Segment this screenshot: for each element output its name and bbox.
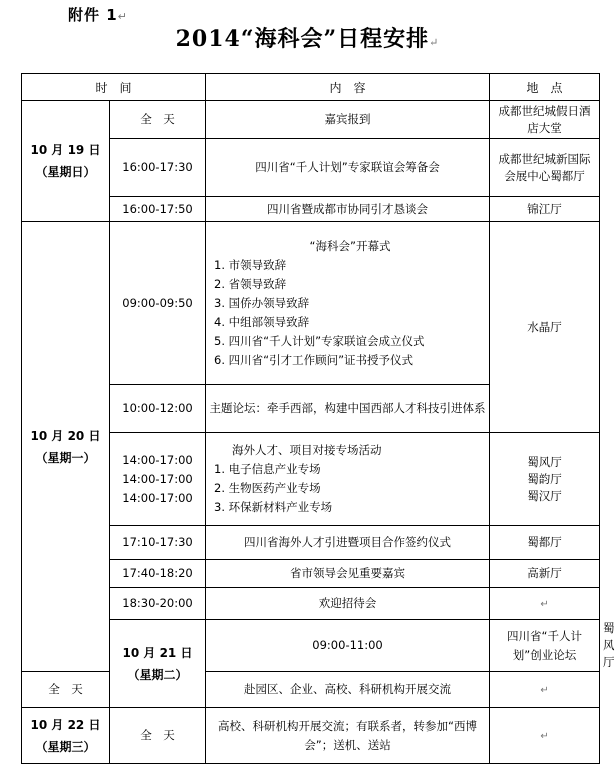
place-cell: 锦江厅: [490, 197, 600, 222]
list-item: 1. 电子信息产业专场: [214, 462, 321, 476]
time-cell: 17:10-17:30: [110, 526, 206, 560]
place-cell: 水晶厅: [490, 222, 600, 433]
session-time: 14:00-17:00: [122, 452, 193, 467]
time-cell: [110, 433, 206, 526]
weekday-text: （星期一）: [35, 450, 96, 465]
list-item: 2. 省领导致辞: [214, 276, 287, 291]
matching-heading: 海外人才、项目对接专场活动: [232, 443, 382, 457]
header-content: 内 容: [206, 74, 490, 101]
date-cell: [22, 708, 110, 764]
session-place: 蜀风厅: [527, 454, 562, 469]
date-cell: [110, 620, 206, 708]
weekday-text: （星期三）: [35, 739, 96, 754]
page-title: 2014“海科会”日程安排↵: [175, 26, 440, 52]
list-item: 1. 市领导致辞: [214, 257, 287, 272]
content-cell: [206, 433, 490, 526]
table-row: 10 月 21 日 （星期二） 09:00-11:00 四川省“千人计划”创业论坛 蜀风厅: [22, 620, 600, 672]
table-row: [22, 101, 600, 139]
time-cell: 10:00-12:00: [110, 385, 206, 433]
time-cell: 全 天: [22, 672, 110, 708]
time-cell: 17:40-18:20: [110, 560, 206, 588]
content-cell: 四川省暨成都市协同引才恳谈会: [206, 197, 490, 222]
weekday-text: （星期日）: [35, 165, 96, 179]
schedule-table: [21, 73, 615, 764]
time-cell: 09:00-09:50: [110, 222, 206, 385]
session-time: 14:00-17:00: [122, 490, 193, 505]
header-row: [22, 74, 600, 101]
place-cell: 蜀都厅: [490, 526, 600, 560]
place-cell: ↵: [490, 588, 600, 620]
list-item: 3. 环保新材料产业专场: [214, 500, 333, 514]
header-time: 时 间: [22, 74, 206, 101]
weekday-text: （星期二）: [127, 667, 188, 682]
list-item: 6. 四川省“引才工作顾问”证书授予仪式: [214, 352, 414, 367]
date-text: 10 月 21 日: [122, 645, 193, 660]
time-cell: 16:00-17:30: [110, 139, 206, 197]
place-cell: 高新厅: [490, 560, 600, 588]
content-cell: 嘉宾报到: [206, 101, 490, 139]
place-cell: ↵: [490, 672, 600, 708]
list-item: 2. 生物医药产业专场: [214, 481, 321, 495]
content-cell: 四川省“千人计划”专家联谊会筹备会: [206, 139, 490, 197]
content-cell: 四川省海外人才引进暨项目合作签约仪式: [206, 526, 490, 560]
date-cell: [22, 101, 110, 222]
opening-heading: “海科会”开幕式: [309, 238, 391, 253]
table-row: [22, 708, 600, 764]
place-cell: 成都世纪城新国际会展中心蜀都厅: [490, 139, 600, 197]
date-text: 10 月 19 日: [30, 143, 101, 157]
date-text: 10 月 20 日: [30, 428, 101, 443]
content-cell: 高校、科研机构开展交流；有联系者，转参加“西博会”；送机、送站: [206, 708, 490, 764]
list-item: 5. 四川省“千人计划”专家联谊会成立仪式: [214, 333, 425, 348]
session-place: 蜀韵厅: [527, 471, 562, 486]
session-time: 14:00-17:00: [122, 471, 193, 486]
date-cell: [22, 222, 110, 672]
time-cell: 16:00-17:50: [110, 197, 206, 222]
time-cell: 18:30-20:00: [110, 588, 206, 620]
content-cell: 赴园区、企业、高校、科研机构开展交流: [206, 672, 490, 708]
list-item: 3. 国侨办领导致辞: [214, 295, 310, 310]
table-row: [22, 672, 600, 708]
content-cell: 省市领导会见重要嘉宾: [206, 560, 490, 588]
content-cell: 主题论坛：牵手西部，构建中国西部人才科技引进体系: [206, 385, 490, 433]
time-cell: 09:00-11:00: [206, 620, 490, 672]
session-place: 蜀汉厅: [527, 488, 562, 503]
content-cell: 四川省“千人计划”创业论坛: [490, 620, 600, 672]
content-cell: 欢迎招待会: [206, 588, 490, 620]
content-cell: [206, 222, 490, 385]
list-item: 4. 中组部领导致辞: [214, 314, 310, 329]
place-cell: 成都世纪城假日酒店大堂: [490, 101, 600, 139]
header-place: 地 点: [490, 74, 600, 101]
table-row: [22, 222, 600, 385]
date-text: 10 月 22 日: [30, 717, 101, 732]
annex-label: 附件 1↵: [68, 6, 128, 24]
time-cell: 全 天: [110, 708, 206, 764]
time-cell: 全 天: [110, 101, 206, 139]
place-cell: [490, 433, 600, 526]
place-cell: ↵: [490, 708, 600, 764]
